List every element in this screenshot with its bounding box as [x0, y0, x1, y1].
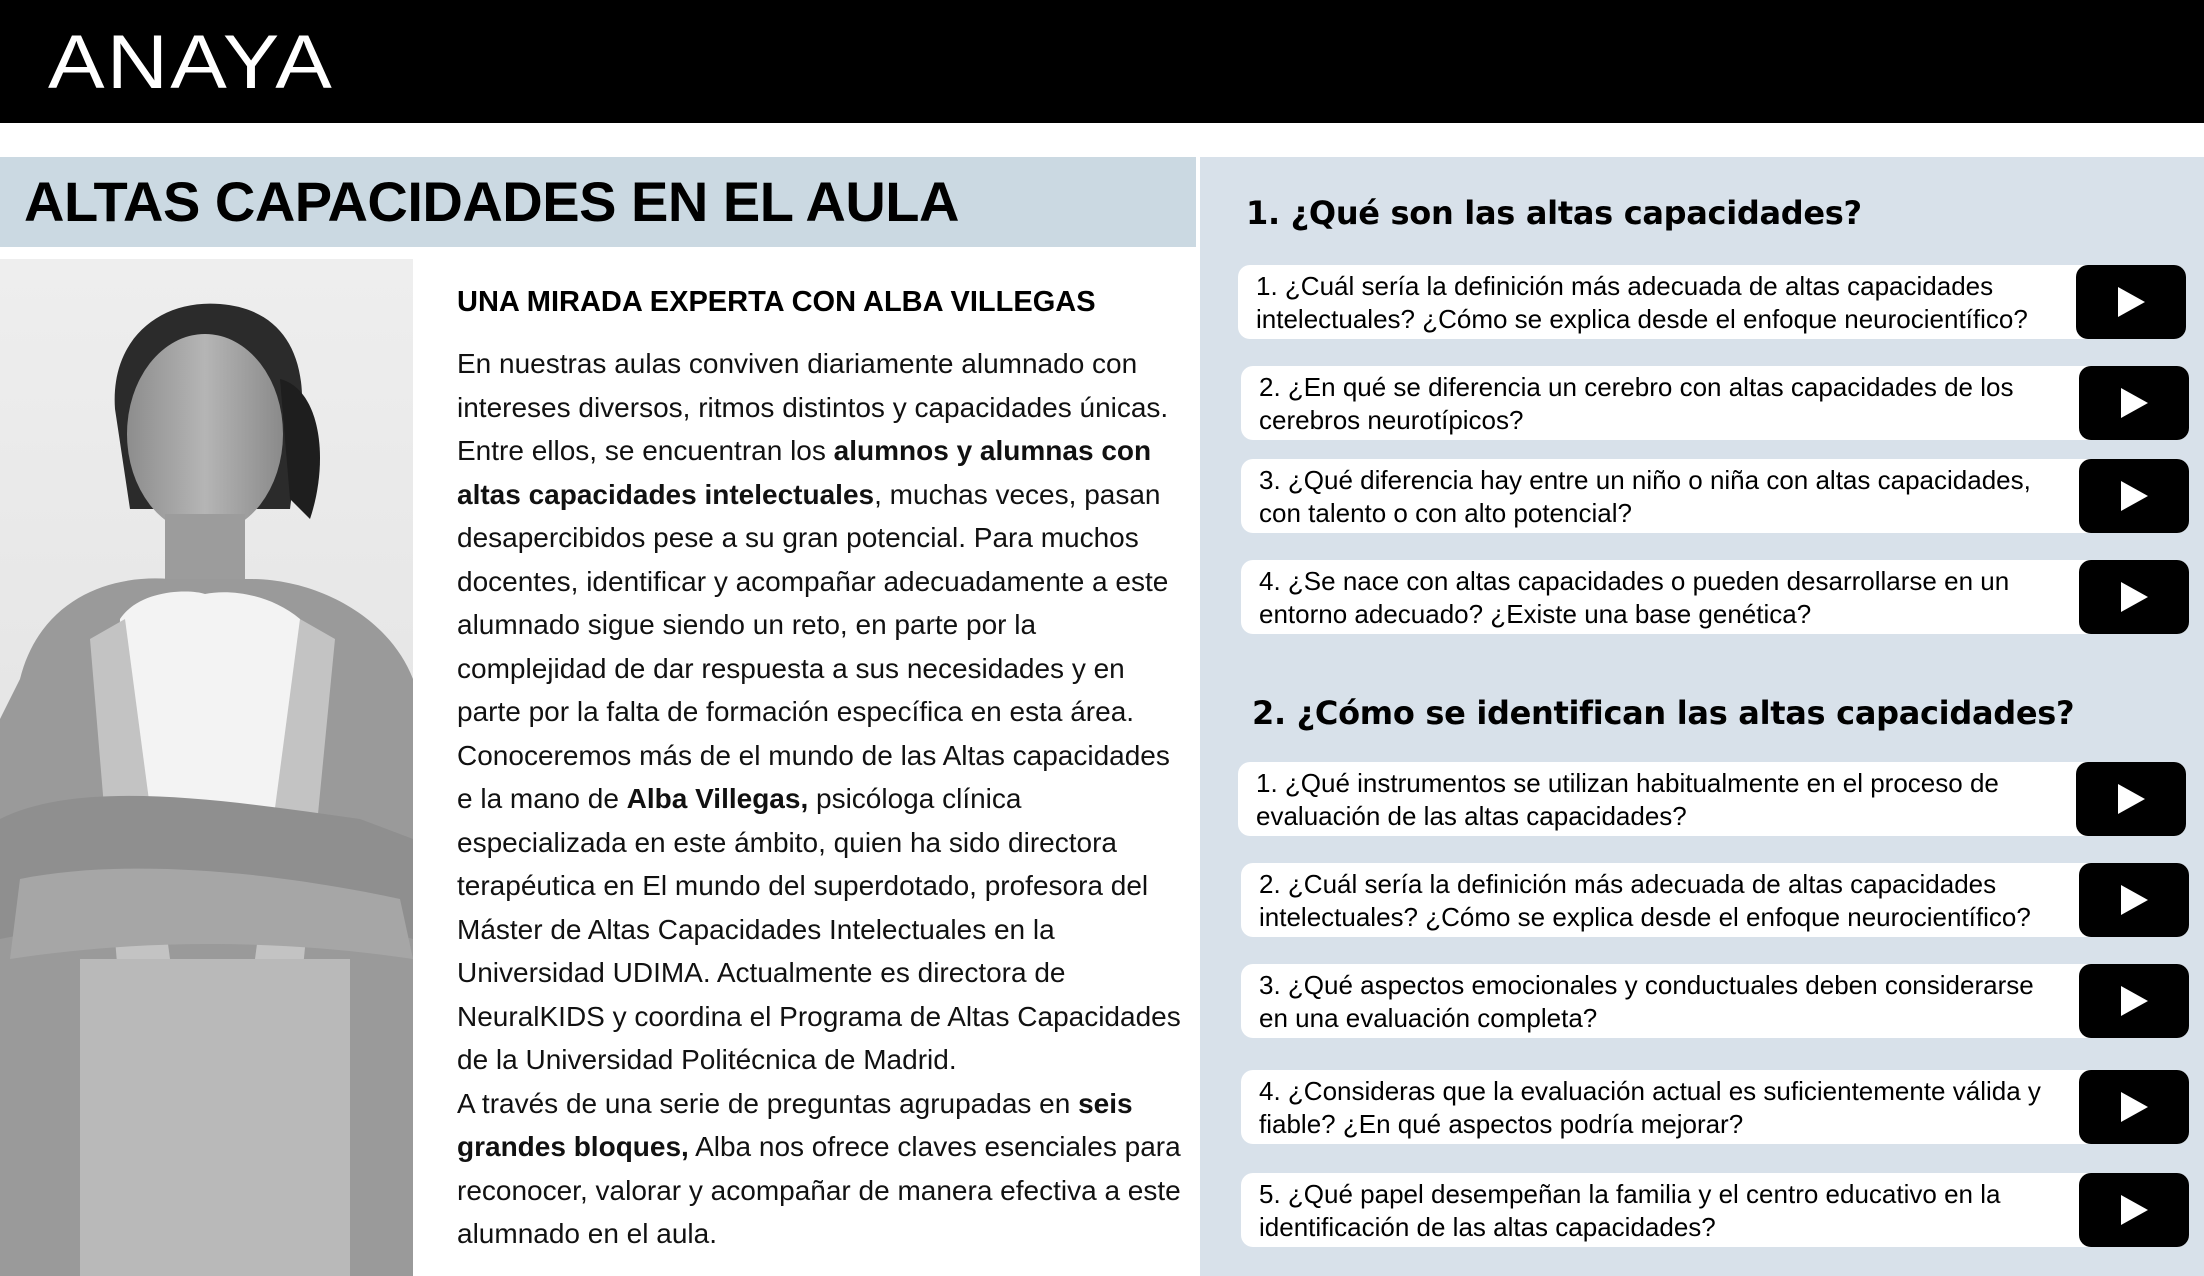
top-header-bar — [0, 0, 2204, 123]
play-icon — [2116, 783, 2146, 815]
play-icon — [2119, 387, 2149, 419]
question-row — [1238, 265, 2186, 339]
body-fragment: En nuestras aulas conviven diariamente alumnado con intereses diversos, ritmos distintos y capacidades únicas. Entre ellos, se encuentran los — [457, 348, 1169, 466]
question-row — [1238, 762, 2186, 836]
question-text: 5. ¿Qué papel desempeñan la familia y el centro educativo en la identificación de las altas capacidades? — [1259, 1179, 2001, 1242]
body-fragment-bold: Alba Villegas, — [626, 783, 809, 814]
play-icon — [2119, 985, 2149, 1017]
play-icon — [2119, 581, 2149, 613]
question-text: 4. ¿Se nace con altas capacidades o pueden desarrollarse en un entorno adecuado? ¿Existe una base genética? — [1259, 566, 2010, 629]
section-title-2: 2. ¿Cómo se identifican las altas capacidades? — [1252, 694, 2075, 732]
question-text: 2. ¿En qué se diferencia un cerebro con altas capacidades de los cerebros neurotípicos? — [1259, 372, 2014, 435]
play-button[interactable] — [2079, 1070, 2189, 1144]
question-row — [1241, 366, 2189, 440]
question-text: 4. ¿Consideras que la evaluación actual es suficientemente válida y fiable? ¿En qué aspectos podría mejorar? — [1259, 1076, 2041, 1139]
question-text: 1. ¿Cuál sería la definición más adecuada de altas capacidades intelectuales? ¿Cómo se explica desde el enfoque neurocientífico? — [1256, 271, 2028, 334]
intro-paragraph — [457, 342, 1187, 1256]
question-card — [1241, 1173, 2189, 1247]
question-card — [1241, 964, 2189, 1038]
question-text: 3. ¿Qué diferencia hay entre un niño o niña con altas capacidades, con talento o con alto potencial? — [1259, 465, 2031, 528]
question-card — [1238, 762, 2186, 836]
question-row — [1241, 1070, 2189, 1144]
body-fragment-bold: seis grandes bloques, — [457, 1087, 1133, 1162]
section-title-1: 1. ¿Qué son las altas capacidades? — [1246, 194, 1862, 232]
play-button[interactable] — [2079, 366, 2189, 440]
question-row — [1241, 459, 2189, 533]
title-band — [0, 157, 1196, 247]
question-card — [1241, 459, 2189, 533]
play-icon — [2116, 286, 2146, 318]
subtitle: UNA MIRADA EXPERTA CON ALBA VILLEGAS — [457, 286, 1096, 318]
body-fragment: A través de una serie de preguntas agrupadas en — [457, 1087, 1079, 1119]
question-card — [1241, 560, 2189, 634]
play-button[interactable] — [2076, 762, 2186, 836]
play-icon — [2119, 1091, 2149, 1123]
question-card — [1238, 265, 2186, 339]
page-title: ALTAS CAPACIDADES EN EL AULA — [24, 170, 959, 233]
body-fragment: psicóloga clínica especializada en este ámbito, quien ha sido directora terapéutica en El mundo del superdotado, profesora del Máster de Altas Capacidades Intelectuales en la Universidad UDIMA. Actualmente es directora de NeuralKIDS y coordina el Programa de Altas Capacidades de la Universidad Politécnica de Madrid. — [457, 783, 1181, 1075]
play-button[interactable] — [2079, 1173, 2189, 1247]
question-card — [1241, 366, 2189, 440]
play-button[interactable] — [2079, 459, 2189, 533]
questions-panel — [1200, 157, 2204, 1276]
play-icon — [2119, 884, 2149, 916]
play-icon — [2119, 1194, 2149, 1226]
question-row — [1241, 560, 2189, 634]
question-card — [1241, 863, 2189, 937]
anaya-logo[interactable] — [48, 20, 334, 96]
question-row — [1241, 1173, 2189, 1247]
question-text: 1. ¿Qué instrumentos se utilizan habitualmente en el proceso de evaluación de las altas capacidades? — [1256, 768, 1999, 831]
play-icon — [2119, 480, 2149, 512]
question-text: 3. ¿Qué aspectos emocionales y conductuales deben considerarse en una evaluación completa? — [1259, 970, 2034, 1033]
play-button[interactable] — [2076, 265, 2186, 339]
intro-text-column — [457, 280, 1187, 1256]
body-fragment-bold: alumnos y alumnas con altas capacidades intelectuales — [457, 435, 1152, 510]
body-fragment: , muchas veces, pasan desapercibidos pese a su gran potencial. Para muchos docentes, identificar y acompañar adecuadamente a este alumnado sigue siendo un reto, en parte por la complejidad de dar respuesta a sus necesidades y en parte por la falta de formación específica en esta área. Conoceremos más de el mundo de las Altas capacidades e la mano de — [457, 478, 1170, 814]
play-button[interactable] — [2079, 863, 2189, 937]
speaker-photo — [0, 259, 413, 1276]
play-button[interactable] — [2079, 964, 2189, 1038]
question-card — [1241, 1070, 2189, 1144]
question-row — [1241, 863, 2189, 937]
play-button[interactable] — [2079, 560, 2189, 634]
question-text: 2. ¿Cuál sería la definición más adecuada de altas capacidades intelectuales? ¿Cómo se explica desde el enfoque neurocientífico? — [1259, 869, 2031, 932]
body-fragment: Alba nos ofrece claves esenciales para reconocer, valorar y acompañar de manera efectiva a este alumnado en el aula. — [457, 1131, 1181, 1249]
svg-text:ANAYA: ANAYA — [48, 20, 334, 96]
question-row — [1241, 964, 2189, 1038]
